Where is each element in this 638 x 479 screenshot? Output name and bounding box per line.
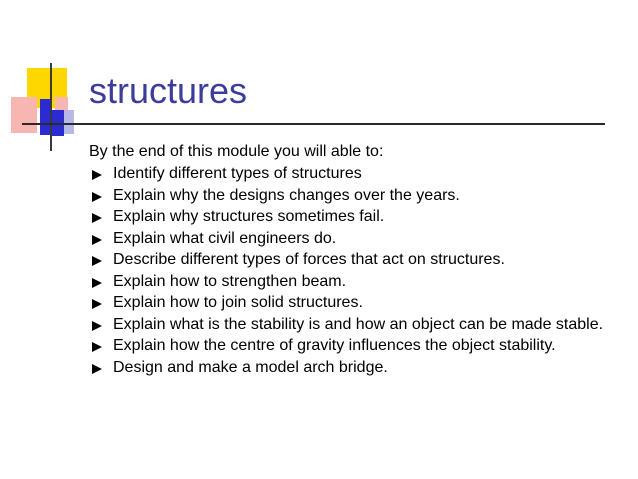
decor-lilac-bar: [64, 110, 74, 134]
square-arrow-bullet-icon: [92, 235, 102, 245]
decor-vertical-line: [50, 63, 52, 151]
list-item-text: Explain why the designs changes over the years.: [113, 186, 460, 204]
list-item: [91, 337, 621, 355]
intro-text: By the end of this module you will able to:: [89, 143, 384, 160]
list-item: [91, 316, 621, 334]
square-arrow-bullet-icon: [92, 299, 102, 309]
list-item-text: Describe different types of forces that act on structures.: [113, 251, 505, 268]
list-item-text: Explain how to join solid structures.: [113, 294, 363, 311]
decor-pink-square: [11, 97, 37, 133]
title-underline: [22, 123, 605, 125]
list-item: [91, 208, 621, 226]
list-item: [91, 294, 621, 312]
list-item-text: Explain how to strengthen beam.: [113, 272, 347, 290]
square-arrow-bullet-icon: [92, 321, 102, 331]
list-item: [91, 359, 621, 377]
list-item: [91, 187, 621, 205]
list-item: [91, 251, 621, 269]
list-item-text: Identify different types of structures: [113, 165, 362, 182]
list-item: [91, 230, 621, 248]
decor-pink-small-square: [55, 97, 68, 110]
slide-title: structures: [89, 70, 248, 111]
list-item-text: Explain how the centre of gravity influences the object stability.: [113, 337, 556, 354]
list-item-text: Explain what is the stability is and how an object can be made stable.: [113, 315, 604, 333]
square-arrow-bullet-icon: [92, 256, 102, 266]
square-arrow-bullet-icon: [92, 213, 102, 223]
list-item: [91, 273, 621, 291]
square-arrow-bullet-icon: [92, 364, 102, 374]
list-item-text: Explain why structures sometimes fail.: [113, 208, 385, 225]
square-arrow-bullet-icon: [92, 342, 102, 352]
square-arrow-bullet-icon: [92, 278, 102, 288]
list-item-text: Design and make a model arch bridge.: [113, 358, 388, 376]
objectives-list: [91, 165, 621, 380]
list-item-text: Explain what civil engineers do.: [113, 229, 337, 247]
list-item: [91, 165, 621, 183]
square-arrow-bullet-icon: [92, 170, 102, 180]
square-arrow-bullet-icon: [92, 192, 102, 202]
